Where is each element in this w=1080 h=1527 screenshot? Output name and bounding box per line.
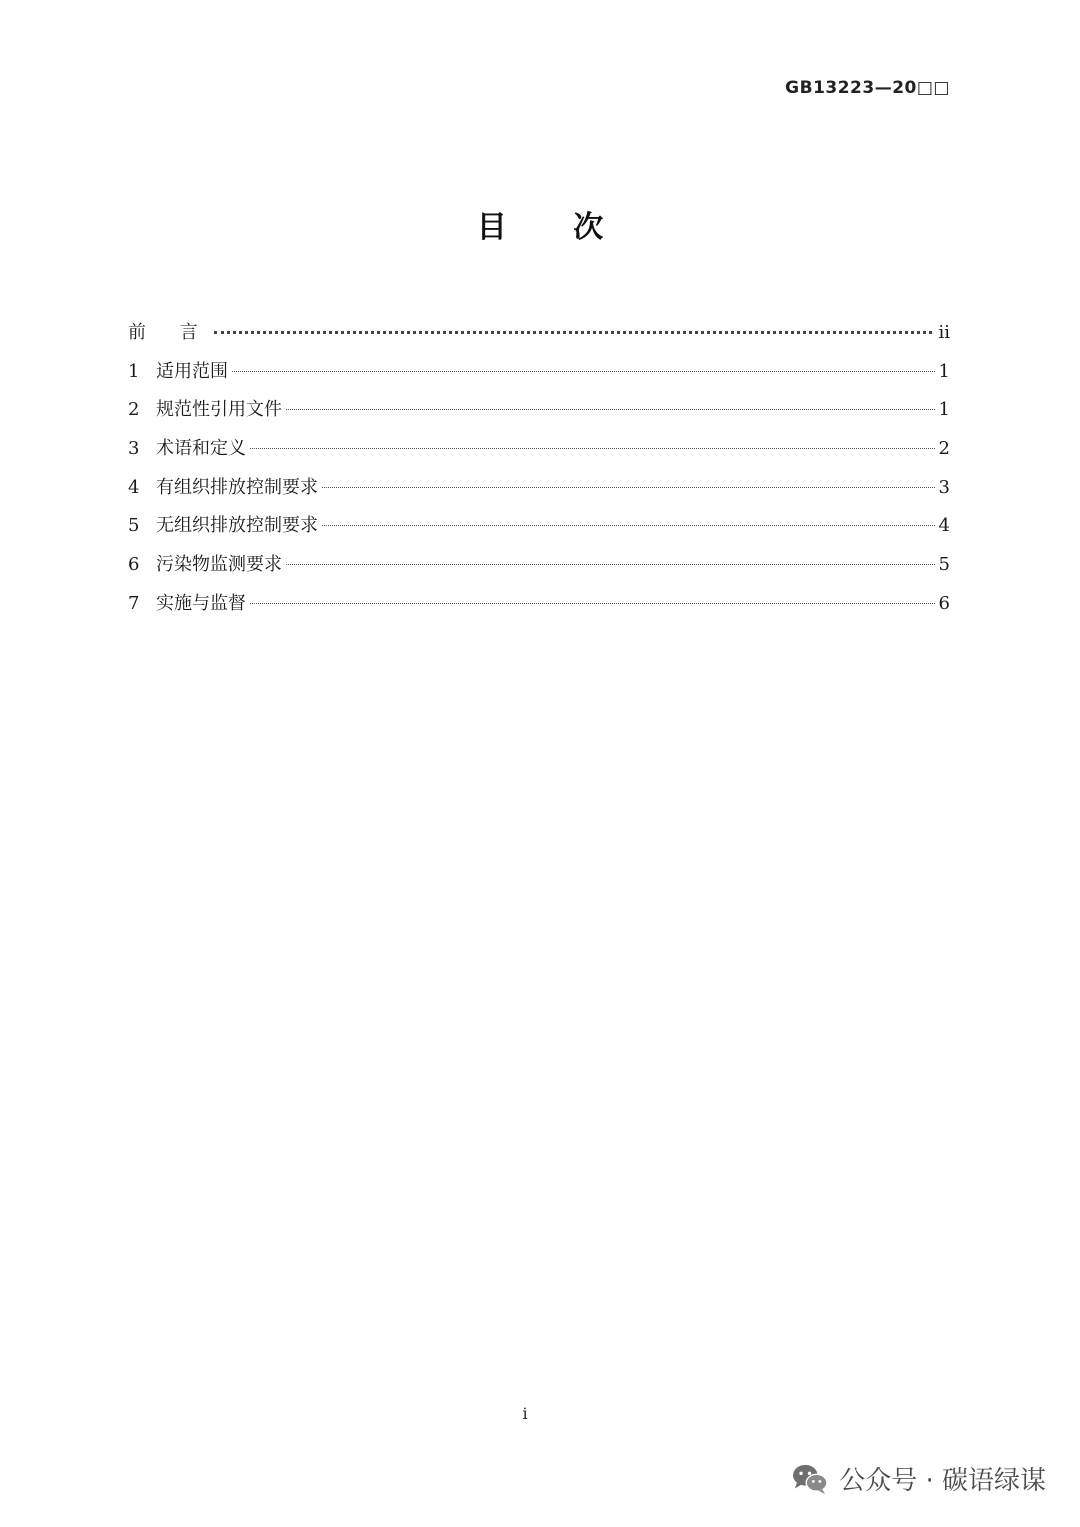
watermark bbox=[791, 1460, 1046, 1497]
toc-entry-terms-definitions[interactable] bbox=[128, 434, 950, 473]
toc-entry-label: 前 言 bbox=[128, 322, 212, 343]
toc-entry-page: 5 bbox=[938, 554, 950, 576]
toc-entry-number: 7 bbox=[128, 592, 140, 614]
toc-entry-label: 有组织排放控制要求 bbox=[156, 476, 318, 498]
document-code: GB13223—20□□ bbox=[785, 78, 950, 98]
toc-entry-number: 4 bbox=[128, 476, 140, 498]
toc-entry-label: 适用范围 bbox=[156, 360, 228, 382]
toc-entry-label: 规范性引用文件 bbox=[156, 399, 282, 421]
toc-entry-label: 实施与监督 bbox=[156, 592, 246, 614]
toc-entry-page: ii bbox=[938, 322, 950, 343]
toc-entry-foreword[interactable] bbox=[128, 318, 950, 357]
wechat-icon bbox=[791, 1463, 829, 1495]
toc-entry-label: 术语和定义 bbox=[156, 438, 246, 460]
toc-leader-dots bbox=[322, 525, 935, 526]
toc-entry-page: 3 bbox=[938, 476, 950, 498]
toc-entry-pollutant-monitoring[interactable] bbox=[128, 550, 950, 589]
toc-entry-page: 2 bbox=[938, 438, 950, 460]
page-number: i bbox=[522, 1404, 528, 1423]
toc-leader-dots bbox=[250, 603, 935, 604]
toc-entry-page: 1 bbox=[938, 360, 950, 382]
toc-entry-label: 污染物监测要求 bbox=[156, 554, 282, 576]
toc-title: 目 次 bbox=[476, 210, 632, 245]
toc-entry-fugitive-emission[interactable] bbox=[128, 511, 950, 550]
toc-entry-label: 无组织排放控制要求 bbox=[156, 515, 318, 537]
toc-entry-number: 6 bbox=[128, 554, 140, 576]
watermark-text: 公众号 · 碳语绿谋 bbox=[839, 1466, 1046, 1496]
toc-entry-organized-emission[interactable] bbox=[128, 473, 950, 512]
toc-entry-page: 1 bbox=[938, 399, 950, 421]
toc-entry-scope[interactable] bbox=[128, 357, 950, 396]
toc-leader-dots bbox=[250, 448, 935, 449]
toc-leader-dots bbox=[286, 409, 935, 410]
toc-entry-number: 3 bbox=[128, 438, 140, 460]
toc-entry-implementation-supervision[interactable] bbox=[128, 589, 950, 628]
toc-entry-number: 5 bbox=[128, 515, 140, 537]
toc-entry-normative-references[interactable] bbox=[128, 395, 950, 434]
toc-leader-dots bbox=[232, 371, 935, 372]
toc-entry-page: 4 bbox=[938, 515, 950, 537]
table-of-contents bbox=[128, 318, 950, 628]
toc-leader-dots bbox=[214, 331, 933, 334]
toc-entry-page: 6 bbox=[938, 592, 950, 614]
toc-leader-dots bbox=[322, 487, 935, 488]
toc-entry-number: 1 bbox=[128, 360, 140, 382]
toc-entry-number: 2 bbox=[128, 399, 140, 421]
toc-leader-dots bbox=[286, 564, 935, 565]
